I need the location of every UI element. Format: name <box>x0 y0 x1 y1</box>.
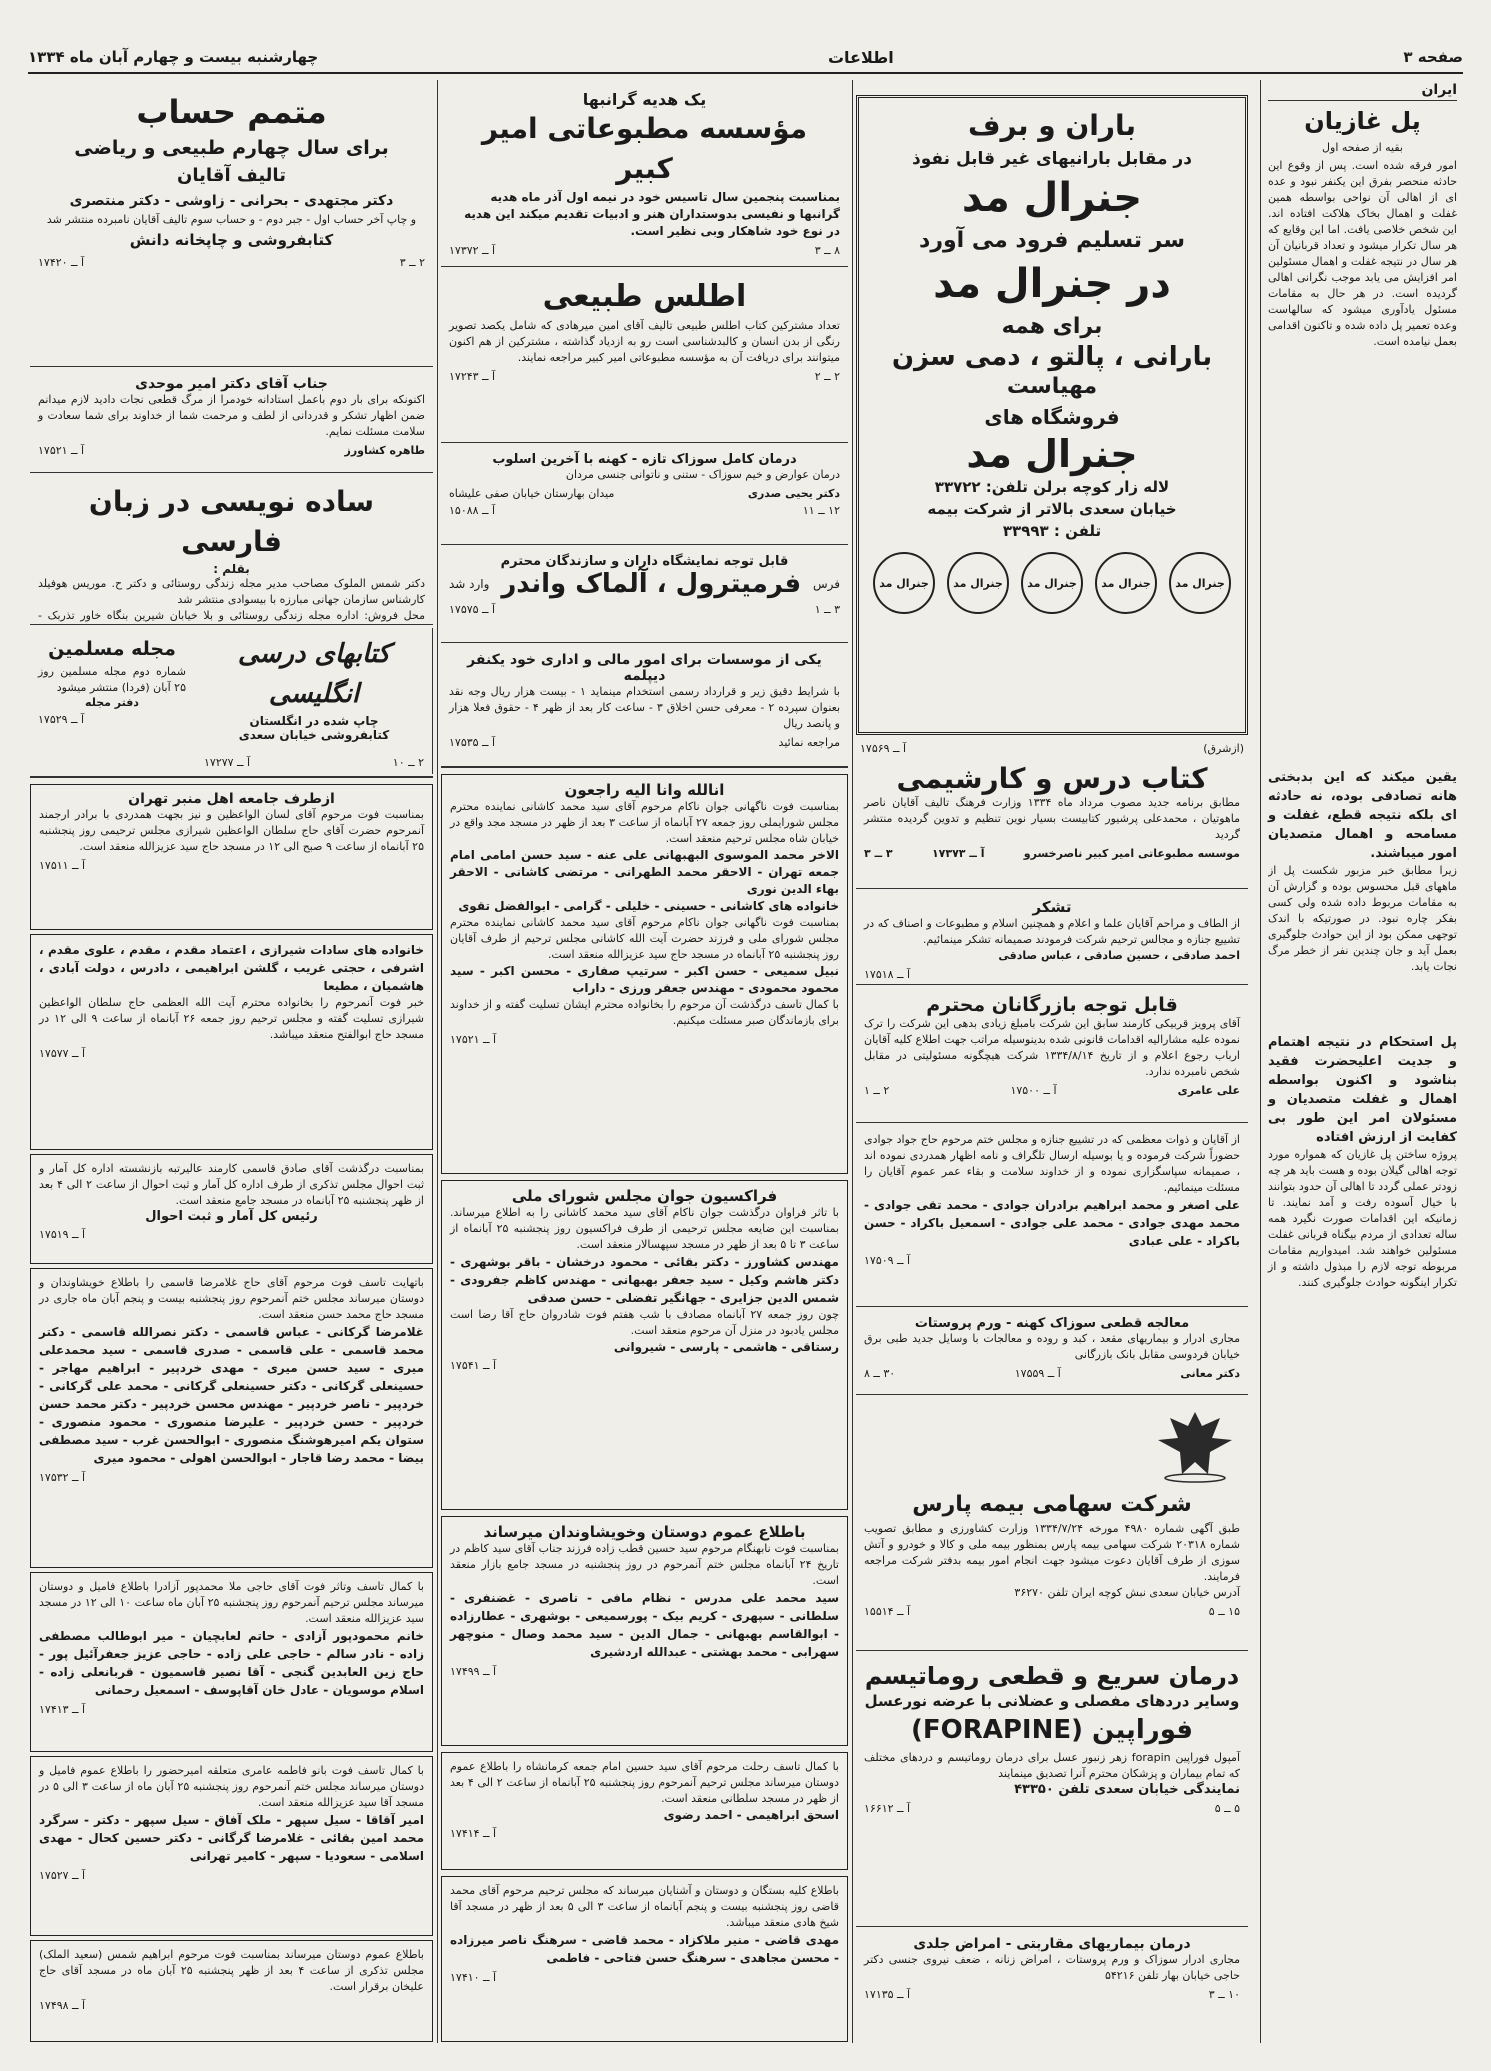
ad-code-row <box>39 1703 424 1716</box>
ad-code: آ ــ ۱۷۵۲۱ <box>38 444 85 457</box>
notice-body: بمناسبت فوت نابهنگام مرحوم سید حسین قطب زاده فرزند جناب آقای سید کاظم در تاریخ ۲۴ آبانماه مجلس ختم آنمرحوم در روز پنجشنبه در مسجد جامع بازار منعقد است. <box>450 1542 839 1587</box>
ad-products: بارانی ، پالتو ، دمی سزن <box>891 342 1213 372</box>
condolence-thanks-ad <box>856 1126 1248 1304</box>
english-textbooks-ad <box>196 628 433 774</box>
obituary-notice <box>441 1752 848 1870</box>
notice-body: بمناسبت درگذشت آقای صادق قاسمی کارمند عالیرتبه بازنشسته اداره کل آمار و ثبت احوال مجلس تذکری از طرف اداره کل آمار و ثبت احوال از ساعت ۲ الی ۴ بعد از ظهر پنجشنبه ۲۵ آبانماه در مسجد جامع منعقد است. <box>39 1162 425 1207</box>
ad-number: ۱۰ ــ ۳ <box>1208 1988 1240 2001</box>
ad-divider <box>856 1650 1248 1651</box>
ad-number: ۳۰ ــ ۸ <box>864 1367 896 1380</box>
article-body: زیرا مطابق خبر مزبور شکست پل از ماههای قبل محسوس بوده و گزارش آن به مقامات مربوط داده شده ولی کسی بفکر چاره نبود. در صورتیکه با اندک توجهی ممکن بود از این حوادث جلوگیری بعمل آید و جان چندین نفر از خطر مرگ نجات یابد. <box>1268 864 1457 973</box>
ad-code-row <box>450 1971 839 1984</box>
notice-names: امیر آقاقا - سیل سپهر - ملک آفاق - سیل سپهر - دکتر - سرگرد محمد امین بقائی - غلامرضا گرگانی - دکتر حسین کحال - مهدی اسلامی - سعودیا - سپهر - کامیر تهرانی <box>39 1813 424 1863</box>
ad-text: برای همه <box>1001 314 1103 339</box>
pars-insurance-ad <box>856 1398 1248 1648</box>
article-column <box>1262 80 1463 2043</box>
ad-title: کتابهای درسی انگلیسی <box>237 639 391 709</box>
notice-body: با کمال تاسف درگذشت آن مرحوم را بخانواده محترم ایشان تسلیت گفته و از خداوند برای بازماندگان صبر مسئلت میکنیم. <box>450 998 839 1027</box>
ad-brand: جنرال مد <box>961 175 1143 221</box>
notice-names: خانواده های کاشانی - حسینی - خلیلی - گرامی - ابوالفضل تقوی <box>458 899 839 913</box>
ad-title: ساده نویسی در زبان فارسی <box>88 485 375 558</box>
notice-body: بمناسبت فوت ناگهانی جوان ناکام مرحوم آقای سید محمد کاشانی نماینده محترم مجلس شورای ملی و فرزند حضرت آیت الله کاشانی مجلس ترحیم از طرف آقایان روز پنجشنبه ۲۵ آبانماه در مسجد حاج سید عزیزالله منعقد است. <box>450 916 839 961</box>
thanks-ad <box>856 892 1248 982</box>
obituary-notice <box>30 1572 433 1752</box>
ad-number: ۱۵ ــ ۵ <box>1208 1605 1240 1618</box>
ad-title: مؤسسه مطبوعاتی امیر کبیر <box>481 112 808 185</box>
ad-divider <box>30 776 433 778</box>
notice-title: فراکسیون جوان مجلس شورای ملی <box>511 1187 778 1205</box>
ad-code: آ ــ ۱۷۵۳۵ <box>449 736 496 749</box>
moslemin-magazine-ad <box>30 628 194 774</box>
ad-code: آ ــ ۱۷۳۷۲ <box>449 244 496 257</box>
ad-code: آ ــ ۱۷۱۳۵ <box>864 1988 911 2001</box>
notice-names: سید محمد علی مدرس - نظام مافی - ناصری - غضنفری - سلطانی - سپهری - کریم بیک - پورسمیعی - بوشهری - عطارزاده - ابوالقاسم بهبهانی - جمال الدین - سید محمد وصال - منوچهر سهرابی - محمد بهشتی - عبدالله اردشیری <box>450 1591 839 1659</box>
ad-divider <box>856 984 1248 985</box>
ad-body: بمناسبت پنجمین سال تاسیس خود در نیمه اول آذر ماه هدیه گرانبها و نفیسی بدوستداران هنر و ادبیات تقدیم میکند این هدیه در نوع خود شاهکار وبی نظیر است. <box>464 190 840 238</box>
notice-names: الاخر محمد الموسوی البهبهانی علی عنه - سید حسن امامی امام جمعه تهران - الاحقر محمد الطهرانی - مرتضی کاشانی - الاحقر بهاء الدین نوری <box>450 848 839 896</box>
article-body: پروژه ساختن پل غازیان که همواره مورد توجه اهالی گیلان بوده و هست باید هر چه زودتر عملی گردد تا اهالی آن حدود بتوانند با خیال آسوده رفت و آمد نمایند. تا زمانیکه این اقدامات صورت نگیرد همه ساله تعدادی از مردم بیگناه قربانی غفلت مسئولین خواهند شد. امیدواریم مقامات مربوطه توجه لازم را مبذول داشته و از تکرار اینگونه حوادث جلوگیری کنند. <box>1268 1148 1457 1289</box>
ad-code-row <box>38 444 425 457</box>
ad-code: آ ــ ۱۷۵۳۲ <box>39 1471 86 1484</box>
ad-title: جناب آقای دکتر امیر موحدی <box>135 376 328 392</box>
ad-address: خیابان سعدی بالاتر از شرکت بیمه <box>927 500 1177 518</box>
ad-divider <box>441 642 848 643</box>
ad-signature: علی عامری <box>1177 1084 1240 1097</box>
ad-agency: (ازشرق) <box>1203 742 1244 755</box>
ad-title: فرمیترول ، آلماک واندر <box>501 569 802 599</box>
article-title: پل غازیان <box>1304 107 1421 135</box>
atlas-ad <box>441 270 848 440</box>
ad-body: اکنونکه برای بار دوم باعمل استادانه خودمرا از مرگ قطعی نجات دادید لازم میدانم ضمن اظهار تشکر و قدردانی از لطف و مرحمت شما از خداوند برای شما سعادت و سلامت مسئلت نمایم. <box>38 393 425 438</box>
notice-names: مهدی قاضی - منیر ملاکزاد - محمد قاضی - سرهنگ ناصر میرزاده - محسن مجاهدی - سرهنگ حسن فتاحی - فاطمی <box>450 1933 839 1965</box>
ad-body: با شرایط دقیق زیر و قرارداد رسمی استخدام مینماید ۱ - بیست هزار ریال وجه نقد بعنوان سپرده ۲ - معرفی حسن اخلاق ۳ - ساعت کار بعد از ظهر ۴ - حقوق فعلا هزار و پانصد ریال <box>449 685 841 730</box>
ad-code: آ ــ ۱۷۵۲۹ <box>38 713 85 726</box>
ad-address: نمایندگی خیابان سعدی تلفن ۴۳۳۵۰ <box>1014 1782 1240 1797</box>
obituary-notice <box>30 1940 433 2042</box>
notice-names: خانم محمودپور آزادی - حاتم لعابچیان - میر ابوطالب مصطفی زاده - نادر سالم - حاجی علی زاده - حاجی عزیز جعفرآئیل پور - حاج زین العابدین گنجی - آقا نصیر قاسمیون - قربانعلی زاده - اسلام موسویان - عادل خان آقاپوسف - اسمعیل رحمانی <box>39 1629 424 1697</box>
ad-doctor: دکتر یحیی صدری <box>747 487 840 500</box>
ad-product: فوراپین (FORAPINE) <box>910 1715 1194 1745</box>
ad-code-row <box>864 1988 1240 2001</box>
ad-code: آ ــ ۱۷۵۲۱ <box>450 1033 497 1046</box>
ad-authors: دکتر مجتهدی - بحرانی - زاوشی - دکتر منتصری <box>69 193 394 209</box>
brand-logo-circle: جنرال مد <box>1021 552 1083 614</box>
ad-title-row <box>449 569 840 599</box>
ad-code: آ ــ ۱۷۵۵۹ <box>1014 1367 1061 1380</box>
ad-title: اطلس طبیعی <box>542 279 747 314</box>
notice-title: باطلاع عموم دوستان وخویشاوندان میرساند <box>483 1523 806 1541</box>
ad-title: قابل توجه بازرگانان محترم <box>926 994 1178 1016</box>
ad-divider <box>441 544 848 545</box>
ad-body: طبق آگهی شماره ۴۹۸۰ مورخه ۱۳۳۴/۷/۲۴ وزارت کشاورزی و مطابق تصویب شماره ۲۰۳۱۸ شرکت سهامی بیمه پارس بمنظور بیمه ملی و کالا و خودرو و آتش سوزی از طرف آقایان دعوت میشود جهت انجام امور بیمه بدفتر شرکت مراجعه فرمایند. <box>864 1522 1241 1583</box>
article-continued: بقیه از صفحه اول <box>1322 141 1403 154</box>
ad-code-row <box>450 1033 839 1046</box>
ad-suffix: وارد شد <box>449 577 490 591</box>
ad-code-row <box>864 968 1240 981</box>
ad-code: آ ــ ۱۷۴۹۸ <box>39 1999 86 2012</box>
notice-body: باتهایت تاسف فوت مرحوم آقای حاج غلامرضا قاسمی را باطلاع خویشاوندان و دوستان میرساند مجلس ختم آنمرحوم روز پنجشنبه بیست و پنجم آبان ماه جاری در مسجد حاج محمد حسن منعقد است. <box>39 1276 424 1321</box>
ad-subtitle: برای سال چهارم طبیعی و ریاضی <box>74 137 389 159</box>
newspaper-name: اطلاعات <box>827 47 894 67</box>
ad-body: آقای پرویز قربیکی کارمند سابق این شرکت بامبلغ زیادی بدهی این شرکت را ترک نموده علیه مشارالیه اقدامات قانونی شده بدینوسیله مراتب جهت اطلاع کلیه آقایان ارباب رجوع اعلام و از تاریخ ۱۳۳۴/۸/۱۴ شرکت هیچگونه مسئولیتی در مقابل شخص نامبرده ندارد. <box>864 1017 1240 1078</box>
hiring-ad <box>441 646 848 764</box>
ad-code-row <box>449 504 840 517</box>
column-rule <box>1260 80 1261 2043</box>
math-book-ad <box>30 84 433 364</box>
products-arrival-ad <box>441 548 848 640</box>
ad-address: میدان بهارستان خیابان صفی علیشاه <box>449 487 615 500</box>
ad-code-row <box>449 603 840 616</box>
ad-body: از آقایان و ذوات معظمی که در تشییع جنازه و مجلس ختم مرحوم حاج جواد جوادی حضوراً شرکت فرموده و یا بوسیله ارسال تلگراف و نامه اظهار همدردی نموده اند ، صمیمانه سپاسگزاری نموده و از خداوند سلامت و بقاء عمر عموم آقایان را مسئلت مینمائیم. <box>864 1133 1240 1194</box>
clinic-ad <box>856 1930 1248 2040</box>
notice-names: اسحق ابراهیمی - احمد رضوی <box>663 1808 839 1822</box>
brand-logo-circle: جنرال مد <box>873 552 935 614</box>
brand-logo-circle: جنرال مد <box>947 552 1009 614</box>
ad-code: آ ــ ۱۷۲۷۷ <box>204 756 251 769</box>
ad-code-row <box>38 713 186 726</box>
ad-body: دکتر شمس الملوک مصاحب مدیر مجله زندگی روستائی و دکتر ح. موریس هوفیلد کارشناس سازمان جهانی مبارزه با بیسوادی منتشر شد <box>38 577 425 606</box>
obituary-notice <box>441 1180 848 1510</box>
ad-subtitle: چاپ شده در انگلستان <box>249 714 379 728</box>
section-label: ایران <box>1268 80 1457 101</box>
ad-address: مراجعه نمائید <box>778 736 840 749</box>
ad-title: مجله مسلمین <box>48 638 176 660</box>
ad-number: ۵ ــ ۵ <box>1214 1802 1240 1815</box>
ad-body: مطابق برنامه جدید مصوب مرداد ماه ۱۳۳۴ وزارت فرهنگ تالیف آقایان ناصر ماهوتیان ، محمدعلی پرشیور کتابیست بسیار نوین تنظیم و تدوین گردیده منتشر گردید <box>864 796 1241 841</box>
ad-text: در مقابل بارانیهای غیر قابل نفوذ <box>912 149 1192 169</box>
obituary-notice <box>30 1756 433 1936</box>
obituary-notice <box>30 784 433 930</box>
brand-logo-circle: جنرال مد <box>1095 552 1157 614</box>
ad-number: ۸ ــ ۳ <box>814 244 840 257</box>
ad-code-row <box>864 847 1240 860</box>
ad-code-row <box>864 1802 1240 1815</box>
ad-code-row <box>449 736 840 749</box>
notice-body: خبر فوت آنمرحوم را بخانواده محترم آیت الله العظمی حاج سلطان الواعظین شیرازی تسلیت گفته و مجلس ترحیم روز جمعه ۲۶ آبانماه از ساعت ۹ الی ۱۲ در مسجد حاج ابوالفتح منعقد میباشد. <box>39 996 425 1041</box>
notice-signature: رئیس کل آمار و ثبت احوال <box>145 1209 318 1224</box>
notice-names: مهندس کشاورز - دکتر بقائی - محمود درخشان - باقر بوشهری - دکتر هاشم وکیل - سید جعفر بهبهانی - مهندس کاظم جفرودی - شمس الدین جزایری - جهانگیر تفضلی - حسن صدقی <box>450 1255 839 1305</box>
notice-body: چون روز جمعه ۲۷ آبانماه مصادف با شب هفتم فوت شادروان حاج آقا رضا است مجلس یادبود در منزل آن مرحوم منعقد است. <box>450 1308 839 1337</box>
clinic-ad <box>441 446 848 542</box>
column-rule <box>852 80 853 2043</box>
ad-body: آمپول فوراپین forapin زهر زنبور عسل برای درمان روماتیسم و دردهای مختلف که تمام بیماران و پزشکان محترم آنرا تصدیق مینمایند <box>864 1751 1241 1780</box>
ad-code: آ ــ ۱۷۴۱۴ <box>450 1827 497 1840</box>
ad-number: ۱۲ ــ ۱۱ <box>802 504 840 517</box>
article-bold-paragraph: یقین میکند که این بدبختی هانه تصادفی بوده، نه حادثه ای بلکه نتیجه قطع، غفلت و مسامحه و اهمال متصدیان امور میباشند. <box>1268 770 1457 861</box>
ad-divider <box>441 766 848 768</box>
ad-address: محل فروش: اداره مجله زندگی روستائی و بلا خیابان شیرین بنگاه خاور تذربک - <box>38 609 425 622</box>
ad-phone: تلفن : ۳۳۹۹۳ <box>1002 522 1102 540</box>
ad-logo-row <box>867 552 1237 614</box>
ad-pretitle: یک هدیه گرانبها <box>582 90 707 109</box>
ad-code: آ ــ ۱۷۵۲۷ <box>39 1869 86 1882</box>
ad-code: آ ــ ۱۷۵۷۵ <box>449 603 496 616</box>
ad-body: و چاپ آخر حساب اول - جبر دوم - و حساب سوم تالیف آقایان نامبرده منتشر شد <box>46 213 417 226</box>
ad-prefix: فرس <box>812 577 840 591</box>
ad-code-row <box>38 256 425 269</box>
ad-title: شرکت سهامی بیمه پارس <box>912 1492 1192 1517</box>
thanks-doctor-ad <box>30 370 433 470</box>
ad-divider <box>441 266 848 267</box>
ad-number: ۳ ــ ۱ <box>814 603 840 616</box>
ad-code: آ ــ ۱۷۴۱۰ <box>450 1971 497 1984</box>
ad-code-row <box>449 244 840 257</box>
ad-code-row <box>39 1869 424 1882</box>
ad-code-row <box>864 1254 1240 1267</box>
general-mode-ad <box>856 95 1248 735</box>
ad-authors-label: تالیف آقایان <box>177 165 286 186</box>
forapine-ad <box>856 1654 1248 1924</box>
ad-code-row <box>864 1084 1240 1097</box>
page-number: صفحه ۳ <box>1403 48 1463 66</box>
ad-body: مجاری ادرار و بیماریهای مقعد ، کبد و روده و معالجات با وسایل جدید طبی برق خیابان فردوسی مقابل بانک بازرگانی <box>864 1332 1240 1361</box>
ad-code-row <box>39 1471 424 1484</box>
ad-code: آ ــ ۱۷۵۴۱ <box>450 1359 497 1372</box>
ad-code: آ ــ ۱۷۵۰۹ <box>864 1254 911 1267</box>
notice-body: باطلاع عموم دوستان میرساند بمناسبت فوت مرحوم ابراهیم شمس (سعید الملک) مجلس تذکری از ساعت ۴ بعد از ظهر پنجشنبه ۲۵ آبان ماه در مسجد آقای حاج علیخان برقرار است. <box>39 1948 425 1993</box>
ad-body: شماره دوم مجله مسلمین روز ۲۵ آبان (فردا) منتشر میشود <box>38 665 186 694</box>
ad-number: ۲ ــ ۳ <box>399 256 425 269</box>
obituary-notice <box>441 774 848 1174</box>
notice-body: با کمال تاسف وتاثر فوت آقای حاجی ملا محمدپور آزادرا باطلاع فامیل و دوستان میرساند مجلس ترحیم آنمرحوم روز پنجشنبه ۲۵ آبان ماه ساعت ۱۰ الی ۱۲ در مسجد سید عزیزالله منعقد است. <box>39 1580 424 1625</box>
ad-code-row <box>860 742 1244 755</box>
ad-code-row <box>449 487 840 500</box>
ad-code: آ ــ ۱۷۵۶۹ <box>860 742 907 755</box>
ad-divider <box>30 366 433 367</box>
ad-number: ۲ ــ ۱ <box>864 1084 890 1097</box>
ad-code-row <box>864 1605 1240 1618</box>
ad-divider <box>856 1394 1248 1395</box>
ad-code-row <box>39 859 424 872</box>
ad-doctor: دکتر معانی <box>1180 1367 1240 1380</box>
notice-title: انالله وانا الیه راجعون <box>564 781 725 799</box>
ad-divider <box>30 472 433 473</box>
ad-headline: باران و برف <box>968 109 1136 142</box>
ad-divider <box>856 1926 1248 1927</box>
ad-number: ۲ ــ ۲ <box>814 370 840 383</box>
ad-divider <box>856 1122 1248 1123</box>
ad-signature: دفتر مجله <box>85 696 139 709</box>
ad-code: آ ــ ۱۷۲۴۳ <box>449 370 496 383</box>
ad-text: فروشگاه های <box>984 405 1120 429</box>
ad-code: آ ــ ۱۷۳۷۳ <box>931 847 985 860</box>
notice-body: با کمال تاسف رحلت مرحوم آقای سید حسین امام جمعه کرمانشاه را باطلاع عموم دوستان میرساند مجلس ترحیم آنمرحوم روز پنجشنبه ۲۵ آبانماه از ساعت ۲ الی ۴ بعد از ظهر در مسجد سلطانی منعقد است. <box>450 1760 840 1805</box>
ad-names: علی اصغر و محمد ابراهیم برادران جوادی - محمد تقی جوادی - محمد مهدی جوادی - محمد علی جوادی - اسمعیل باکراد - حسن باکراد - علی عبادی <box>864 1198 1240 1248</box>
notice-body: بمناسبت فوت ناگهانی جوان ناکام مرحوم آقای سید محمد کاشانی نماینده محترم مجلس شورایملی روز جمعه ۲۷ آبانماه از ساعت ۳ بعد از ظهر در مسجد مجد واقع در خیابان شاه مجلس ترحیم منعقد است. <box>450 800 839 845</box>
ad-divider <box>856 888 1248 889</box>
obituary-notice <box>441 1876 848 2042</box>
notice-names: رستاقی - هاشمی - پارسی - شیروانی <box>613 1340 839 1354</box>
ad-pretitle: قابل توجه نمایشگاه داران و سازندگان محترم <box>500 554 789 569</box>
ad-code-row <box>204 756 424 769</box>
notice-names: خانواده های سادات شیرازی ، اعتماد مقدم ، مقدم ، علوی مقدم ، اشرفی ، حجتی غریب ، گلشن ابراهیمی ، دادرس ، دولت آبادی ، هاشمیان ، مطیعا <box>39 943 424 993</box>
ad-title: تشکر <box>1032 898 1072 916</box>
ad-code: آ ــ ۱۷۵۰۰ <box>1010 1084 1057 1097</box>
ad-address: آدرس خیابان سعدی نبش کوچه ایران تلفن ۳۶۲۷۰ <box>1014 1586 1240 1599</box>
ad-text: مهیاست <box>1006 374 1098 399</box>
ad-names: احمد صادقی ، حسین صادقی ، عباس صادقی <box>998 949 1240 962</box>
ad-divider <box>30 624 433 625</box>
ad-by: بقلم : <box>213 562 250 576</box>
issue-date: چهارشنبه بیست و چهارم آبان ماه ۱۳۳۴ <box>28 48 319 66</box>
ad-divider <box>441 442 848 443</box>
notice-names: غلامرضا گرکانی - عباس قاسمی - دکتر نصرالله قاسمی - دکتر محمد قاسمی - علی قاسمی - صدری قاسمی - سید محمدعلی میری - سید حسن میری - مهدی خردپیر - ابراهیم مهاجر - حسینعلی گرکانی - دکتر حسینعلی گرکانی - محمد علی گرکانی - خردپیر - ناصر خردپیر - مهندس محسن خردپیر - دکتر محمد حسن خردپیر - حسن خردپیر - علیرضا منصوری - محمود منصوری - ستوان یکم امیرهوشنگ منصوری - ابوالحسن غرب - سید مصطفی بیضا - محمد رضا قاجار - ابوالحسن اهولی - محمود میری <box>39 1325 424 1465</box>
ad-publisher: موسسه مطبوعاتی امیر کبیر ناصرخسرو <box>1023 847 1240 860</box>
persian-writing-book-ad <box>30 476 433 622</box>
obituary-notice <box>441 1516 848 1746</box>
ad-title: یکی از موسسات برای امور مالی و اداری خود یکنفر دیپلمه <box>467 652 822 684</box>
column-rule <box>437 80 438 2043</box>
ad-code-row <box>450 1665 839 1678</box>
ad-text: سر تسلیم فرود می آورد <box>919 228 1185 253</box>
ad-title: درمان بیماریهای مقاربتی - امراض جلدی <box>913 1936 1191 1952</box>
ad-brand: جنرال مد <box>966 432 1138 476</box>
amir-kabir-gift-ad <box>441 84 848 264</box>
ad-title: متمم حساب <box>136 93 327 131</box>
ad-code-row <box>39 1999 424 2012</box>
ad-code: آ ــ ۱۵۰۸۸ <box>449 504 496 517</box>
merchants-notice-ad <box>856 988 1248 1120</box>
ad-code: آ ــ ۱۷۵۷۷ <box>39 1047 86 1060</box>
ad-body: تعداد مشترکین کتاب اطلس طبیعی تالیف آقای امین میرهادی که شامل یکصد تصویر رنگی از بدن انسان و کالبدشناسی است رو به ازدیاد گذاشته ، مشترکین از هم اکنون میتوانند برای دریافت آن به مؤسسه مطبوعاتی امیر کبیر مراجعه نمایند. <box>449 319 840 364</box>
notice-names: نبیل سمیعی - حسن اکبر - سرتیپ صفاری - محسن اکبر - سید محمود محمودی - مهندس جعفر ورزی - داراب <box>450 964 839 995</box>
obituary-notice <box>30 934 433 1150</box>
brand-logo-circle: جنرال مد <box>1169 552 1231 614</box>
ad-number: ۳ ــ ۳ <box>864 847 893 860</box>
eagle-emblem-icon <box>1150 1404 1240 1484</box>
ad-title: معالجه قطعی سوزاک کهنه - ورم پروستات <box>914 1316 1190 1331</box>
notice-body: باطلاع کلیه بستگان و دوستان و آشنایان میرساند که مجلس ترحیم مرحوم آقای محمد قاضی روز پنجشنبه بیست و پنجم آبانماه از ساعت ۳ الی ۵ بعد از ظهر در مسجد آقا شیخ هادی منعقد میباشد. <box>450 1884 839 1929</box>
ad-title: درمان کامل سوزاک تازه - کهنه با آخرین اسلوب <box>492 452 797 467</box>
ad-code-row <box>449 370 840 383</box>
ad-brand: در جنرال مد <box>933 261 1171 307</box>
clinic-ad <box>856 1310 1248 1392</box>
ad-address: لاله زار کوچه برلن تلفن: ۳۳۷۲۲ <box>934 478 1170 496</box>
page-header <box>28 42 1463 74</box>
ad-code-row <box>864 1367 1240 1380</box>
obituary-notice <box>30 1268 433 1568</box>
ad-code: آ ــ ۱۷۴۲۰ <box>38 256 85 269</box>
ad-code-row <box>450 1827 839 1840</box>
ad-code-row <box>39 1228 424 1241</box>
chemistry-book-ad <box>856 756 1248 886</box>
notice-body: بمناسبت فوت مرحوم آقای لسان الواعظین و نیز بجهت همدردی با برادر ارجمند آنمرحوم حضرت آقای حاج سلطان الواعظین شیرازی مجلس ترحیمی روز پنجشنبه ۲۵ آبانماه از ساعت ۹ صبح الی ۱۲ در مسجد حاج سید عزیزالله منعقد است. <box>39 808 424 853</box>
obituary-notice <box>30 1154 433 1264</box>
ad-code: آ ــ ۱۵۵۱۴ <box>864 1605 911 1618</box>
ad-code-row <box>450 1359 839 1372</box>
article-bold-paragraph: پل استحکام در نتیجه اهتمام و جدیت اعلیحضرت فقید بناشود و اکنون بواسطه اهمال و غفلت متصدیان و مسئولان امر این طور بی کفایت از ارزش افتاده <box>1268 1035 1457 1145</box>
ad-code: آ ــ ۱۶۶۱۲ <box>864 1802 911 1815</box>
ad-signature: طاهره کشاورز <box>344 444 425 457</box>
ad-subtitle: وسایر دردهای مفصلی و عضلانی با عرضه نورعسل <box>864 1692 1240 1710</box>
ad-code: آ ــ ۱۷۴۹۹ <box>450 1665 497 1678</box>
ad-shop: کتابفروشی و چاپخانه دانش <box>129 231 334 249</box>
ad-number: ۲ ــ ۱۰ <box>392 756 424 769</box>
ad-code-row <box>39 1047 424 1060</box>
ad-code: آ ــ ۱۷۵۱۹ <box>39 1228 86 1241</box>
ad-body: مجاری ادرار سوزاک و ورم پروستات ، امراض زنانه ، ضعف نیروی جنسی دکتر حاجی خیابان بهار تلفن ۵۴۲۱۶ <box>864 1953 1240 1982</box>
ad-code: آ ــ ۱۷۴۱۳ <box>39 1703 86 1716</box>
ad-shop: کتابفروشی خیابان سعدی <box>238 728 390 742</box>
notice-body: با کمال تاسف فوت بانو فاطمه عامری متعلقه امیرحضور را باطلاع عموم فامیل و دوستان میرساند مجلس ختم آنمرحوم روز پنجشنبه ۲۵ آبان ماه از ساعت ۳ الی ۵ در مسجد آقا سید عزیزالله منعقد است. <box>39 1764 424 1809</box>
notice-title: ازطرف جامعه اهل منبر تهران <box>128 791 335 807</box>
ad-divider <box>856 1306 1248 1307</box>
ad-code: آ ــ ۱۷۵۱۱ <box>39 859 86 872</box>
ad-code: آ ــ ۱۷۵۱۸ <box>864 968 911 981</box>
ad-title: درمان سریع و قطعی روماتیسم <box>864 1662 1240 1690</box>
notice-body: با تاثر فراوان درگذشت جوان ناکام آقای سید محمد کاشانی را به اطلاع میرساند. بمناسبت این ضایعه مجلس ترحیمی از طرف فراکسیون روز پنجشنبه ۲۵ آبانماه از ساعت ۳ تا ۵ بعد از ظهر در مسجد سپهسالار منعقد است. <box>450 1206 839 1251</box>
ad-body: درمان عوارض و خیم سوزاک - ستنی و ناتوانی جنسی مردان <box>565 468 840 481</box>
article-body: امور فرقه شده است. پس از وقوع این حادثه منحصر بفرق این یکنفر نبود و عده ای از اهالی آن نواحی بواسطه همین غفلت و اهمال بخاک هلاکت افتاده اند. این شخص خلاصی یافت. اما این وقایع که هر سال تکرار میشود و تعداد قربانیان آن هر سال در نتیجه غفلت و اهمال مسئولین امر افزایش می یابد موجب نگرانی اهالی گردیده است. در هر حال به مقامات مسئول یادآوری میشود که سالهاست وعده تعمیر پل داده شده و تاکنون اقدامی بعمل نیامده است. <box>1268 159 1457 348</box>
ad-body: از الطاف و مراحم آقایان علما و اعلام و همچنین اسلام و مطبوعات و اصناف که در تشییع جنازه و مجالس ترحیم شرکت فرمودند صمیمانه تشکر مینمائیم. <box>864 917 1240 946</box>
ad-title: کتاب درس و کارشیمی <box>896 762 1208 795</box>
